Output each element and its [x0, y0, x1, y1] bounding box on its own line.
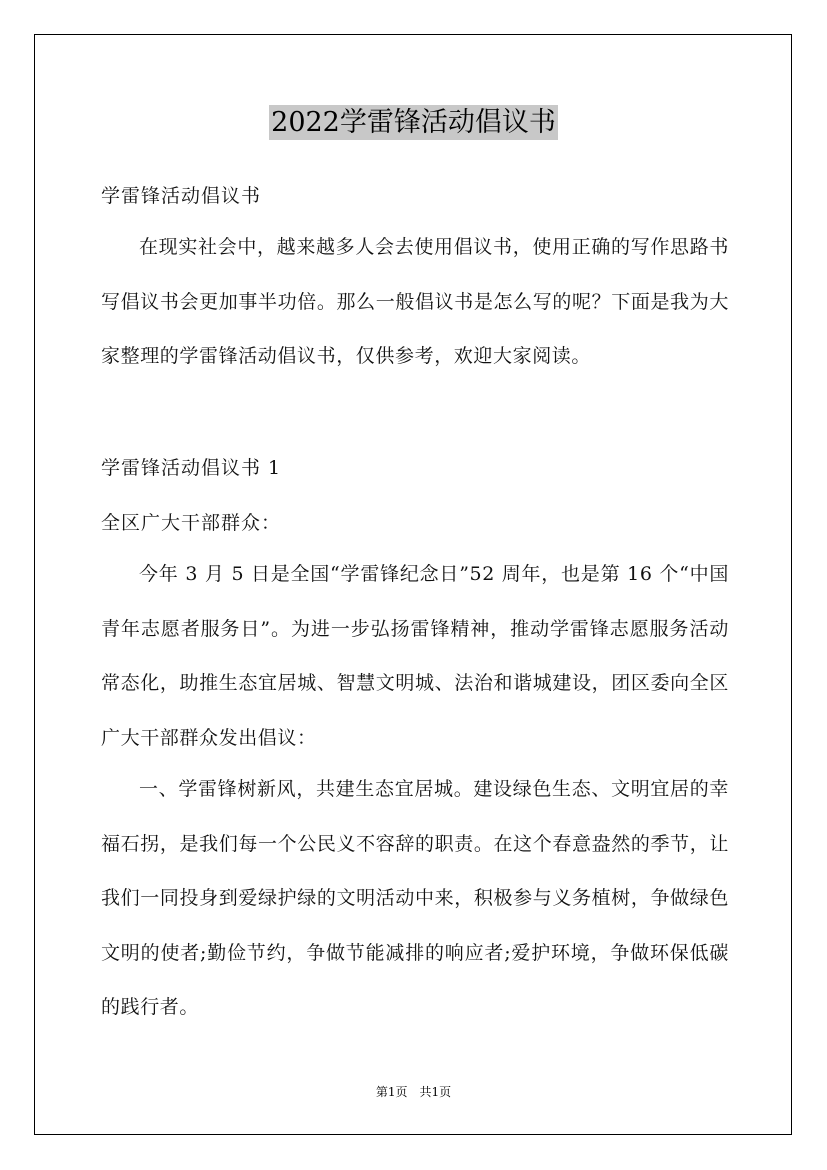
intro-paragraph: 在现实社会中，越来越多人会去使用倡议书，使用正确的写作思路书写倡议书会更加事半功倍。那么一般倡议书是怎么写的呢？下面是我为大家整理的学雷锋活动倡议书，仅供参考，欢迎大家阅读。: [101, 236, 729, 367]
body-paragraph-2: 一、学雷锋树新风，共建生态宜居城。建设绿色生态、文明宜居的幸福石拐，是我们每一个公民义不容辞的职责。在这个春意盎然的季节，让我们一同投身到爱绿护绿的文明活动中来，积极参与义务植树，争做绿色文明的使者;勤俭节约，争做节能减排的响应者;爱护环境，争做环保低碳的践行者。: [101, 778, 729, 1018]
body-paragraph-1: 今年 3 月 5 日是全国“学雷锋纪念日”52 周年，也是第 16 个“中国青年志愿者服务日”。为进一步弘扬雷锋精神，推动学雷锋志愿服务活动常态化，助推生态宜居城、智慧文明城、法治和谐城建设，团区委向全区广大干部群众发出倡议：: [101, 563, 729, 749]
page-number-footer: 第1页 共1页: [375, 1085, 452, 1099]
document-title-text: 2022学雷锋活动倡议书: [271, 107, 556, 138]
document-subtitle: 学雷锋活动倡议书: [101, 185, 262, 207]
salutation: 全区广大干部群众：: [101, 512, 282, 534]
document-title: [0, 100, 827, 139]
section-heading: 学雷锋活动倡议书 1: [101, 457, 282, 479]
